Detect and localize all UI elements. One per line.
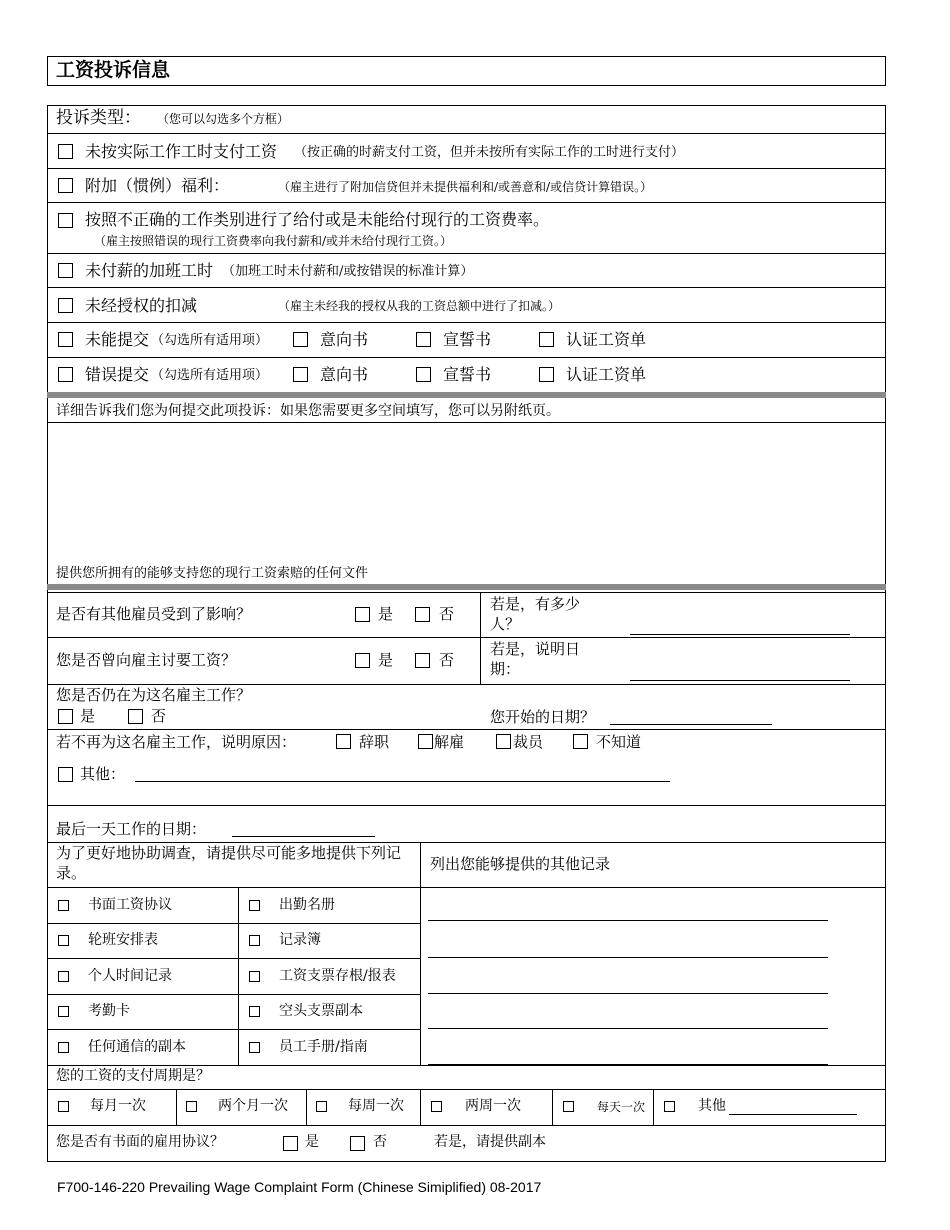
checkbox-pay-daily[interactable] [563,1101,574,1112]
checkbox-others-no[interactable] [415,607,430,622]
section-divider [47,392,886,398]
fail-affidavit-label: 宣誓书 [443,330,492,349]
wrong-affidavit-label: 宣誓书 [443,365,492,384]
records-other-header: 列出您能够提供的其他记录 [430,855,611,873]
section-divider-2 [47,584,886,590]
item-unpaid-hours-note: （按正确的时薪支付工资，但并未按所有实际工作的工时进行支付） [294,145,685,160]
other-record-line-1[interactable] [428,920,828,921]
still-yes-label: 是 [80,707,96,725]
checkbox-pay-bimonthly[interactable] [186,1101,197,1112]
checkbox-rec-shift-schedule[interactable] [58,935,69,946]
supporting-docs-note: 提供您所拥有的能够支持您的现行工资索赔的任何文件 [56,566,369,581]
checkbox-wrong-affidavit[interactable] [416,367,431,382]
checkbox-rec-bounced-check[interactable] [249,1006,260,1017]
checkbox-rec-written-agreement[interactable] [58,900,69,911]
checkbox-pay-other[interactable] [664,1101,675,1112]
wrong-submit-note: （勾选所有适用项） [151,368,269,383]
checkbox-pay-monthly[interactable] [58,1101,69,1112]
asked-yes-label: 是 [378,651,394,669]
pay-bimonthly-label: 两个月一次 [218,1098,288,1114]
other-record-line-2[interactable] [428,957,828,958]
checkbox-reason-unknown[interactable] [573,734,588,749]
agreement-question: 您是否有书面的雇用协议？ [56,1134,224,1150]
checkbox-reason-laidoff[interactable] [496,734,511,749]
page-title: 工资投诉信息 [56,59,171,81]
pay-monthly-label: 每月一次 [90,1098,146,1114]
still-working-question: 您是否仍在为这名雇主工作？ [56,686,252,704]
checkbox-rec-attendance[interactable] [249,900,260,911]
agreement-no-label: 否 [373,1134,387,1150]
asked-employer-question: 您是否曾向雇主讨要工资？ [56,651,237,669]
how-many-field[interactable] [630,634,850,635]
other-record-line-3[interactable] [428,993,828,994]
checkbox-asked-yes[interactable] [355,653,370,668]
rec-logbook-label: 记录簿 [279,932,321,948]
how-many-label: 若是，有多少人？ [490,595,581,633]
checkbox-pay-weekly[interactable] [316,1101,327,1112]
pay-weekly-label: 每周一次 [348,1098,404,1114]
records-intro: 为了更好地协助调查，请提供尽可能多地提供下列记录。 [56,844,402,882]
last-day-field[interactable] [232,836,375,837]
asked-date-field[interactable] [630,680,850,681]
item-overtime-label: 未付薪的加班工时 [85,261,214,280]
date-if-yes-label: 若是，说明日期： [490,640,581,678]
rec-written-agreement-label: 书面工资协议 [88,897,172,913]
title-box [47,56,886,86]
checkbox-rec-handbook[interactable] [249,1042,260,1053]
fail-letter-label: 意向书 [320,330,369,349]
checkbox-rec-paystub[interactable] [249,971,260,982]
complaint-type-label: 投诉类型： [56,108,141,128]
checkbox-reason-fired[interactable] [418,734,433,749]
start-date-field[interactable] [610,724,772,725]
reason-fired-label: 解雇 [434,733,465,751]
checkbox-agreement-no[interactable] [350,1136,365,1151]
fail-submit-note: （勾选所有适用项） [151,333,269,348]
form-footer: F700-146-220 Prevailing Wage Complaint Form (Chinese Simiplified) 08-2017 [57,1179,542,1195]
fail-payroll-label: 认证工资单 [566,330,647,349]
checkbox-reason-other[interactable] [58,767,73,782]
item-deductions-label: 未经授权的扣减 [85,296,198,315]
wrong-payroll-label: 认证工资单 [566,365,647,384]
rec-paystub-label: 工资支票存根/报表 [279,968,396,984]
checkbox-still-yes[interactable] [58,709,73,724]
checkbox-wrong-classification[interactable] [58,213,73,228]
checkbox-rec-correspondence[interactable] [58,1042,69,1053]
checkbox-wrong-submit[interactable] [58,367,73,382]
checkbox-fail-submit[interactable] [58,332,73,347]
checkbox-unpaid-hours[interactable] [58,144,73,159]
reason-quit-label: 辞职 [359,733,390,751]
other-record-line-4[interactable] [428,1028,828,1029]
pay-biweekly-label: 两周一次 [465,1098,521,1114]
others-yes-label: 是 [378,605,394,623]
checkbox-agreement-yes[interactable] [283,1136,298,1151]
rec-timecard-label: 考勤卡 [88,1003,130,1019]
checkbox-fail-letter[interactable] [293,332,308,347]
details-textarea[interactable] [48,423,885,583]
asked-no-label: 否 [439,651,455,669]
last-day-label: 最后一天工作的日期： [56,820,207,838]
item-deductions-note: （雇主未经我的授权从我的工资总额中进行了扣减。） [278,299,561,313]
wrong-letter-label: 意向书 [320,365,369,384]
item-wrong-classification-note: （雇主按照错误的现行工资费率向我付薪和/或并未给付现行工资。） [94,234,453,248]
start-date-label: 您开始的日期？ [490,708,596,726]
item-fringe-benefits-label: 附加（惯例）福利： [85,176,230,195]
agreement-note: 若是，请提供副本 [434,1134,546,1150]
rec-shift-schedule-label: 轮班安排表 [88,932,158,948]
checkbox-still-no[interactable] [128,709,143,724]
reason-other-field[interactable] [135,781,670,782]
wrong-submit-label: 错误提交 [85,365,150,384]
item-unpaid-hours-label: 未按实际工作工时支付工资 [85,142,278,161]
checkbox-wrong-payroll[interactable] [539,367,554,382]
checkbox-fringe-benefits[interactable] [58,178,73,193]
reason-unknown-label: 不知道 [596,733,642,751]
checkbox-rec-logbook[interactable] [249,935,260,946]
checkbox-fail-affidavit[interactable] [416,332,431,347]
checkbox-pay-biweekly[interactable] [431,1101,442,1112]
item-wrong-classification-label: 按照不正确的工作类别进行了给付或是未能给付现行的工资费率。 [85,210,550,229]
checkbox-reason-quit[interactable] [336,734,351,749]
checkbox-deductions[interactable] [58,298,73,313]
reason-other-label: 其他： [80,765,126,783]
others-no-label: 否 [439,605,455,623]
pay-daily-label: 每天一次 [597,1100,646,1114]
pay-other-field[interactable] [729,1114,857,1115]
item-fringe-benefits-note: （雇主进行了附加信贷但并未提供福利和/或善意和/或信贷计算错误。） [278,180,653,194]
rec-personal-time-label: 个人时间记录 [88,968,172,984]
pay-other-label: 其他 [698,1098,726,1114]
reason-laidoff-label: 裁员 [513,733,544,751]
checkbox-wrong-letter[interactable] [293,367,308,382]
rec-handbook-label: 员工手册/指南 [279,1039,368,1055]
fail-submit-label: 未能提交 [85,330,150,349]
pay-period-question: 您的工资的支付周期是？ [56,1068,210,1084]
checkbox-fail-payroll[interactable] [539,332,554,347]
complaint-type-note: （您可以勾选多个方框） [157,112,290,126]
checkbox-others-yes[interactable] [355,607,370,622]
agreement-yes-label: 是 [305,1134,319,1150]
checkbox-rec-timecard[interactable] [58,1006,69,1017]
item-overtime-note: （加班工时未付薪和/或按错误的标准计算） [222,264,474,279]
details-prompt: 详细告诉我们您为何提交此项投诉：如果您需要更多空间填写，您可以另附纸页。 [56,403,560,419]
reason-prompt: 若不再为这名雇主工作，说明原因： [56,733,297,751]
checkbox-asked-no[interactable] [415,653,430,668]
checkbox-overtime[interactable] [58,263,73,278]
rec-bounced-check-label: 空头支票副本 [279,1003,363,1019]
others-affected-question: 是否有其他雇员受到了影响？ [56,605,252,623]
still-no-label: 否 [151,707,167,725]
rec-attendance-label: 出勤名册 [279,897,335,913]
rec-correspondence-label: 任何通信的副本 [88,1039,186,1055]
checkbox-rec-personal-time[interactable] [58,971,69,982]
